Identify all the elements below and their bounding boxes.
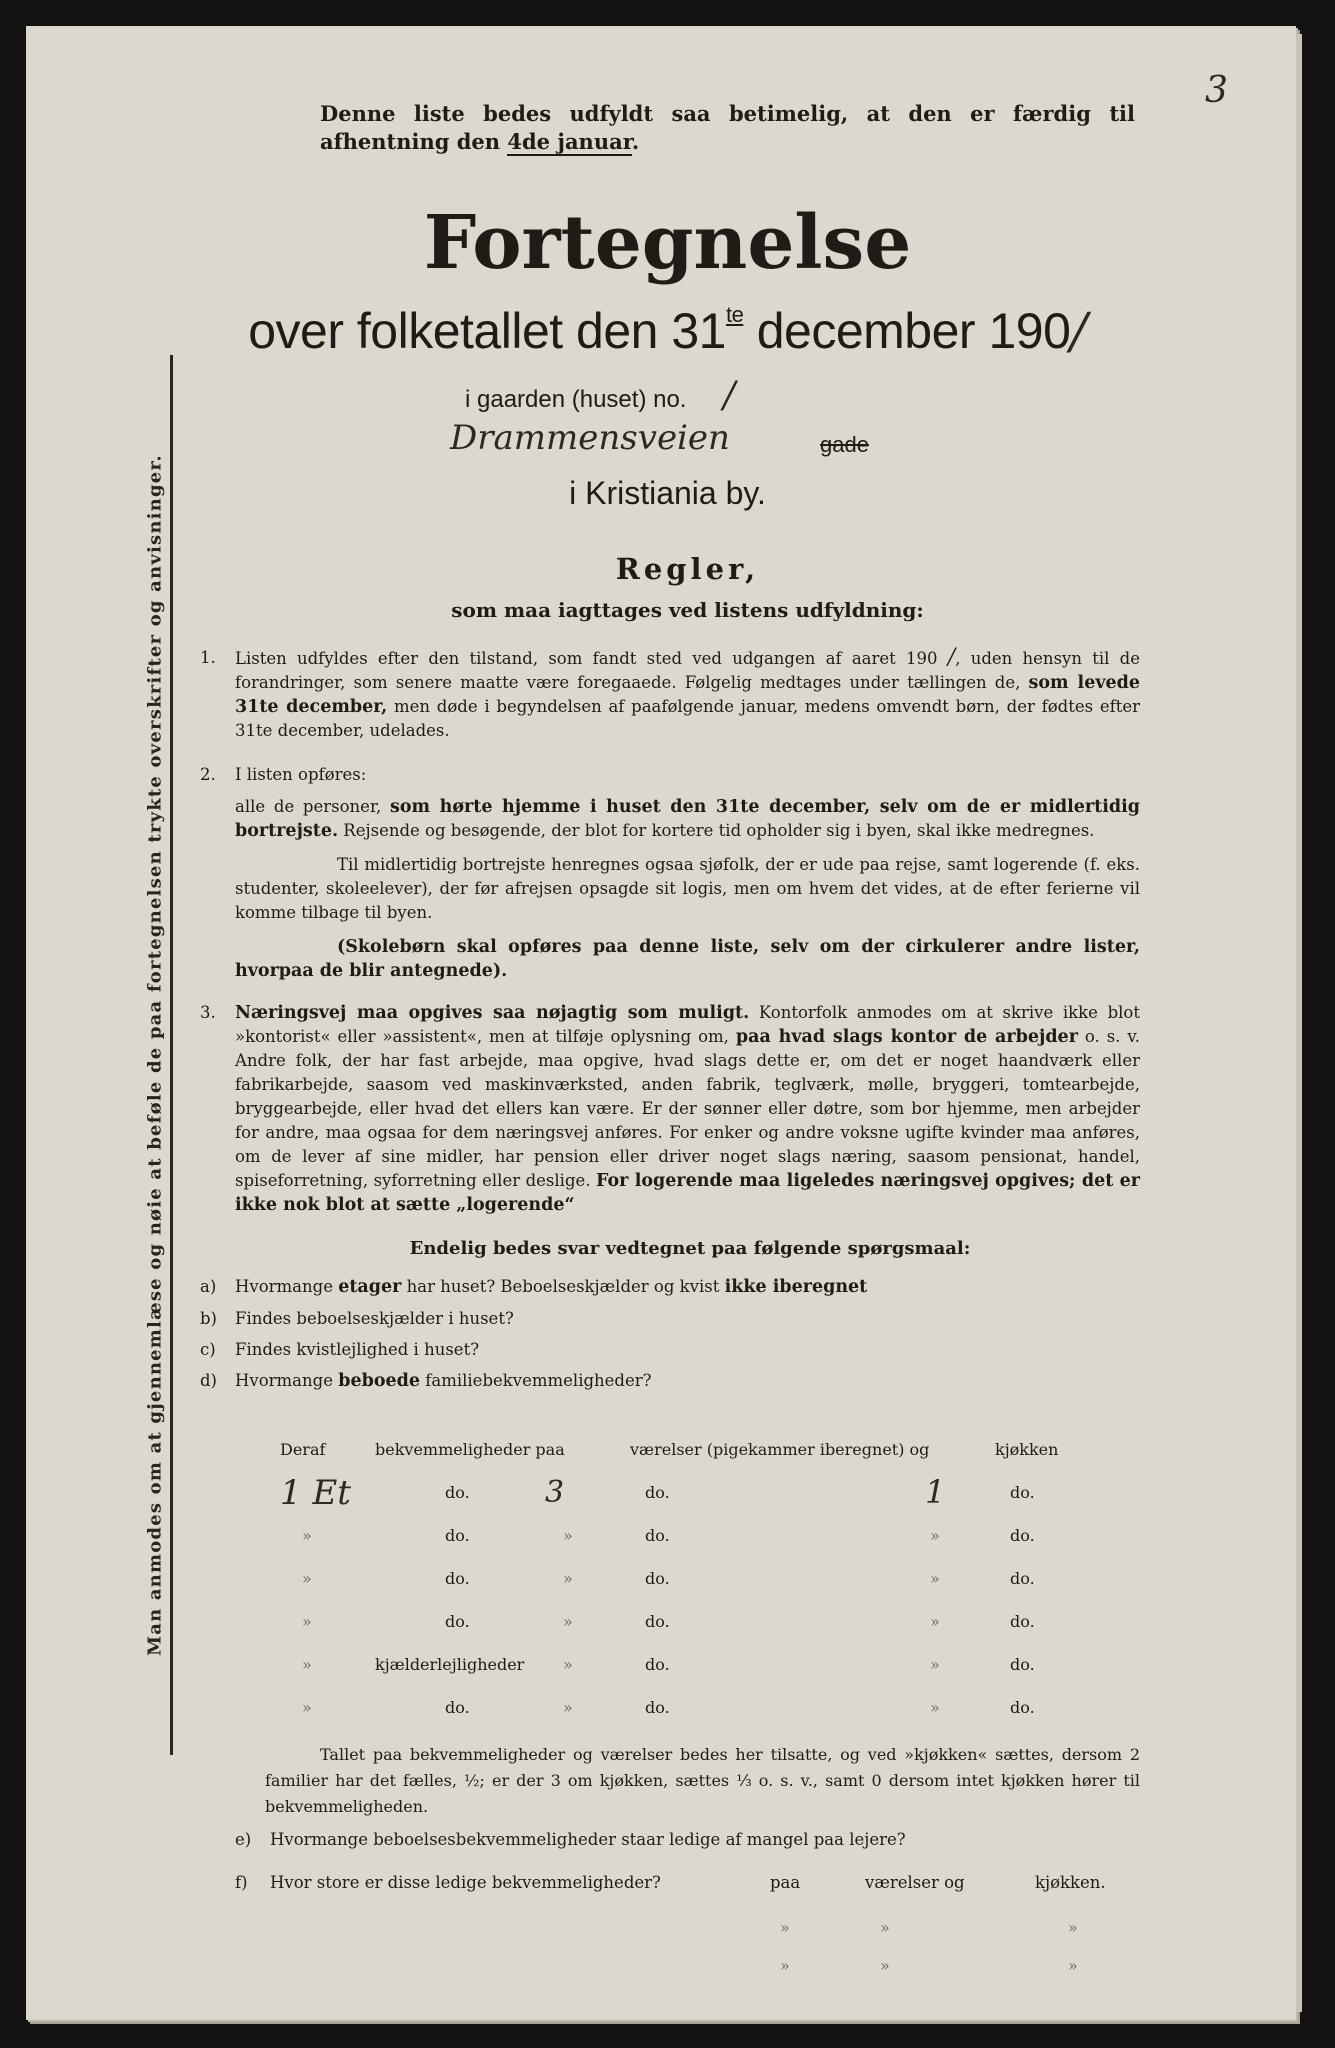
- street-handwritten: Drammensveien: [450, 418, 730, 458]
- row-type: kjælderlejligheder: [375, 1655, 525, 1674]
- row-kitchen-do: do.: [1010, 1612, 1035, 1631]
- row-rooms: »: [563, 1526, 573, 1545]
- grid-row: [280, 1473, 1100, 1526]
- grid-row: [280, 1698, 1100, 1741]
- pickup-date: 4de januar: [507, 129, 632, 154]
- street-suffix: gade: [820, 432, 869, 457]
- house-number-line: [465, 375, 735, 416]
- grid-note: Tallet paa bekvemmeligheder og værelser bedes her tilsatte, og ved »kjøkken« sættes, dersom 2 familier har det fælles, ½; er der 3 om kjøkken, sættes ⅓ o. s. v., samt 0 dersom intet kjøkken hører til bekvemmeligheden.: [265, 1745, 1140, 1816]
- row-kitchen: »: [930, 1526, 940, 1545]
- rule-text: I listen opføres:: [235, 765, 367, 784]
- rule-bold-text: Næringsvej maa opgives saa nøjagtig som muligt.: [235, 1003, 750, 1023]
- row-rooms-do: do.: [645, 1612, 670, 1631]
- question-bold: ikke iberegnet: [724, 1277, 868, 1297]
- row-count: »: [302, 1526, 312, 1545]
- blank-mark: »: [880, 1918, 890, 1937]
- question-text: Hvormange beboelsesbekvemmeligheder staar ledige af mangel paa lejere?: [270, 1830, 906, 1849]
- row-rooms-do: do.: [645, 1698, 670, 1717]
- subtitle-sup: te: [725, 302, 744, 327]
- question-a: [200, 1271, 1140, 1303]
- grid-row: [280, 1655, 1100, 1698]
- row-rooms: »: [563, 1612, 573, 1631]
- grid-header-deraf: Deraf: [280, 1440, 326, 1459]
- blank-mark: »: [780, 1918, 790, 1937]
- question-letter: b): [200, 1309, 217, 1328]
- blank-mark: »: [1068, 1918, 1078, 1937]
- row-count: »: [302, 1612, 312, 1631]
- form-title: Fortegnelse: [423, 200, 912, 286]
- rule-text: , uden hensyn til de forandringer, som senere maatte være foregaaede. Følgelig medtages under tællingen de,: [235, 649, 1140, 692]
- grid-header-kitchen: kjøkken: [995, 1440, 1059, 1459]
- subtitle-main: over folketallet den 31: [248, 303, 726, 359]
- notice-text: Denne liste bedes udfyldt saa betimelig, at den er færdig til afhentning den: [320, 101, 1135, 154]
- year-handwritten: /: [1070, 302, 1087, 360]
- question-text: har huset? Beboelseskjælder og kvist: [401, 1277, 725, 1296]
- rules-subheading: som maa iagttages ved listens udfyldning:: [451, 598, 924, 622]
- grid-row: [280, 1569, 1100, 1612]
- question-bold: etager: [338, 1277, 402, 1297]
- row-count-handwritten: 1 Et: [280, 1473, 351, 1513]
- row-kitchen-do: do.: [1010, 1698, 1035, 1717]
- rule-bold-text: som levede 31te december,: [235, 673, 1140, 717]
- rules-heading: Regler,: [615, 552, 760, 586]
- question-f-paa: paa: [770, 1873, 801, 1892]
- question-text: familiebekvemmeligheder?: [420, 1371, 652, 1390]
- blank-mark: »: [880, 1956, 890, 1975]
- row-type: do.: [445, 1698, 470, 1717]
- rule-3: [200, 1001, 1140, 1217]
- row-rooms-do: do.: [645, 1483, 670, 1502]
- row-count: »: [302, 1569, 312, 1588]
- dwelling-grid: [280, 1440, 1100, 1741]
- notice-end: .: [631, 129, 640, 154]
- grid-header: [280, 1440, 1100, 1483]
- question-b: [200, 1303, 1140, 1334]
- grid-header-units: bekvemmeligheder paa: [375, 1440, 565, 1459]
- row-kitchen-handwritten: 1: [925, 1473, 946, 1511]
- rule-number: 2.: [200, 765, 216, 784]
- row-rooms-do: do.: [645, 1655, 670, 1674]
- rule-text: alle de personer,: [235, 797, 390, 816]
- question-text: Hvor store er disse ledige bekvemmeligheder?: [270, 1873, 661, 1892]
- question-letter: c): [200, 1340, 216, 1359]
- rule-text: o. s. v. Andre folk, der har fast arbejde, maa opgive, hvad slags dette er, om det er noget haandværk eller fabrikarbejde, saasom ved maskinværksted, anden fabrik, teglværk, mølle, bryggeri, tomtearbejde, bryggearbejde, eller hvad det ellers kan være. Er der sønner eller døtre, som bor hjemme, men arbejder for andre, maa ogsaa for dem næringsvej anføres. For enker og andre voksne ugifte kvinder maa anføres, om de lever af sine midler, har pension eller driver noget slags næring, saasom pensionat, handel, spiseforretning, syforretning eller deslige.: [235, 1027, 1140, 1190]
- rule-number: 3.: [200, 1003, 216, 1022]
- row-count: »: [302, 1655, 312, 1674]
- rule-bold-text: som hørte hjemme i huset den 31te december, selv om de er midlertidig bortrejste.: [235, 797, 1141, 841]
- form-subtitle: [0, 302, 1335, 360]
- row-type: do.: [445, 1483, 470, 1502]
- question-letter: a): [200, 1277, 217, 1296]
- rule-text: Rejsende og besøgende, der blot for kortere tid opholder sig i byen, skal ikke medregnes.: [338, 821, 1095, 840]
- grid-row: [280, 1612, 1100, 1655]
- question-c: [200, 1334, 1140, 1365]
- rule-text: Listen udfyldes efter den tilstand, som fandt sted ved udgangen af aaret 190: [235, 649, 938, 668]
- house-label: i gaarden (huset) no.: [465, 386, 687, 413]
- rule-number: 1.: [200, 648, 216, 667]
- question-d: [200, 1365, 1140, 1397]
- row-rooms: »: [563, 1569, 573, 1588]
- row-kitchen: »: [930, 1612, 940, 1631]
- page-number: 3: [1205, 70, 1228, 111]
- side-instruction: Man anmodes om at gjennemlæse og nøie at beføle de paa fortegnelsen trykte overskrifter og anvisninger.: [144, 454, 166, 1656]
- row-rooms: »: [563, 1698, 573, 1717]
- row-kitchen: »: [930, 1655, 940, 1674]
- row-kitchen: »: [930, 1698, 940, 1717]
- row-kitchen: »: [930, 1569, 940, 1588]
- row-type: do.: [445, 1526, 470, 1545]
- row-kitchen-do: do.: [1010, 1655, 1035, 1674]
- questions-heading: Endelig bedes svar vedtegnet paa følgende spørgsmaal:: [409, 1238, 971, 1259]
- question-letter: f): [235, 1873, 248, 1892]
- question-text: Findes beboelseskjælder i huset?: [235, 1309, 514, 1328]
- row-kitchen-do: do.: [1010, 1483, 1035, 1502]
- rule-bold-text: For logerende maa ligeledes næringsvej opgives; det er ikke nok blot at sætte „logerende“: [235, 1171, 1140, 1215]
- house-number-handwritten: /: [723, 375, 736, 416]
- row-type: do.: [445, 1612, 470, 1631]
- row-kitchen-do: do.: [1010, 1569, 1035, 1588]
- question-f-rooms: værelser og: [865, 1873, 965, 1892]
- rule-2: [200, 763, 1140, 983]
- year-handwritten: /: [947, 645, 956, 670]
- blank-mark: »: [780, 1956, 790, 1975]
- rule-bold-text: paa hvad slags kontor de arbejder: [735, 1027, 1078, 1047]
- grid-row: [280, 1526, 1100, 1569]
- row-type: do.: [445, 1569, 470, 1588]
- question-text: Findes kvistlejlighed i huset?: [235, 1340, 480, 1359]
- row-kitchen-do: do.: [1010, 1526, 1035, 1545]
- row-rooms-handwritten: 3: [545, 1475, 565, 1510]
- pickup-notice: [320, 100, 1135, 156]
- question-letter: e): [235, 1830, 252, 1849]
- rule-paragraph: Til midlertidig bortrejste henregnes ogsaa sjøfolk, der er ude paa rejse, samt logerende (f. eks. studenter, skoleelever), der før afrejsen opsagde sit logis, men om hvem det vides, at de efter ferierne vil komme tilbage til byen.: [235, 855, 1140, 922]
- row-count: »: [302, 1698, 312, 1717]
- city-line: i Kristiania by.: [569, 475, 766, 511]
- rules-body: [200, 646, 1140, 1397]
- question-f-kitchen: kjøkken.: [1035, 1873, 1106, 1892]
- subtitle-after: december 190: [743, 303, 1071, 359]
- question-bold: beboede: [338, 1371, 421, 1391]
- rule-text: men døde i begyndelsen af paafølgende januar, medens omvendt børn, der fødtes efter 31te december, udelades.: [235, 697, 1141, 740]
- rule-bold-paragraph: (Skolebørn skal opføres paa denne liste, selv om der cirkulerer andre lister, hvorpaa de blir antegnede).: [235, 937, 1140, 981]
- grid-header-rooms: værelser (pigekammer iberegnet) og: [630, 1440, 930, 1459]
- rule-text: Kontorfolk anmodes om at skrive ikke blot »kontorist« eller »assistent«, men at tilføje oplysning om,: [235, 1003, 1140, 1046]
- blank-mark: »: [1068, 1956, 1078, 1975]
- row-rooms: »: [563, 1655, 573, 1674]
- row-rooms-do: do.: [645, 1526, 670, 1545]
- rule-1: [200, 646, 1140, 743]
- question-text: Hvormange: [235, 1277, 339, 1296]
- question-letter: d): [200, 1371, 217, 1390]
- question-text: Hvormange: [235, 1371, 339, 1390]
- row-rooms-do: do.: [645, 1569, 670, 1588]
